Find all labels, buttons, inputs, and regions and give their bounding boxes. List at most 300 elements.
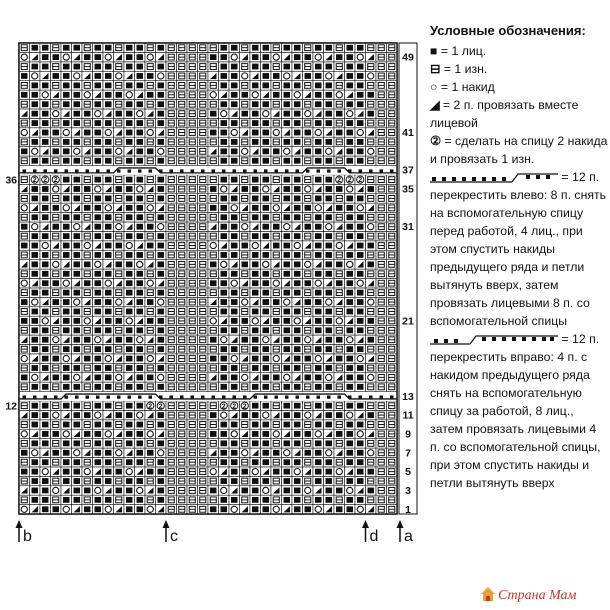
knit-stitch <box>32 478 39 484</box>
yarn-over-stitch <box>53 337 59 343</box>
grid-cell <box>72 429 83 438</box>
knit-stitch <box>336 337 343 343</box>
knit-stitch <box>252 440 259 446</box>
knit-stitch <box>126 233 133 239</box>
knit-stitch <box>32 111 39 117</box>
knit-stitch <box>105 158 112 164</box>
knit-stitch <box>137 299 144 305</box>
knit-stitch <box>284 92 291 98</box>
knit-stitch <box>63 497 70 503</box>
knit-stitch <box>357 158 364 164</box>
knit-stitch <box>284 488 291 494</box>
knit-stitch <box>32 186 39 192</box>
knit-stitch <box>137 280 144 286</box>
knit-stitch <box>63 459 70 465</box>
yarn-over-stitch <box>273 355 279 361</box>
knit-stitch <box>284 318 291 324</box>
knit-stitch <box>294 497 301 503</box>
yarn-over-stitch <box>116 374 122 380</box>
knit-stitch <box>315 243 322 249</box>
knit-stitch <box>326 459 333 465</box>
knit-stitch <box>231 196 238 202</box>
knit-stitch <box>105 243 112 249</box>
knit-stitch <box>263 440 270 446</box>
knit-stitch <box>95 450 102 456</box>
knit-stitch <box>147 450 154 456</box>
knit-stitch <box>147 73 154 79</box>
knit-stitch <box>315 82 322 88</box>
knit-stitch <box>326 422 333 428</box>
yarn-over-stitch <box>326 450 332 456</box>
knit-stitch <box>315 271 322 277</box>
knit-stitch <box>42 290 49 296</box>
knit-stitch <box>63 233 70 239</box>
yarn-over-stitch <box>336 318 342 324</box>
knit-stitch <box>284 384 291 390</box>
k2tog-icon: ◢ <box>430 98 440 112</box>
row-number-label: 11 <box>402 409 414 422</box>
knit-stitch <box>126 214 133 220</box>
knit-stitch <box>158 139 165 145</box>
knit-stitch <box>21 469 28 475</box>
knit-stitch <box>336 506 343 512</box>
yarn-over-stitch <box>32 450 38 456</box>
yarn-over-stitch <box>116 299 122 305</box>
grid-cell <box>219 467 230 476</box>
yarn-over-stitch <box>231 205 237 211</box>
knit-stitch <box>210 431 217 437</box>
knit-stitch <box>252 64 259 70</box>
knit-stitch <box>210 280 217 286</box>
knit-stitch <box>137 422 144 428</box>
knit-stitch <box>284 337 291 343</box>
grid-cell <box>292 147 303 156</box>
yarn-over-stitch <box>357 431 363 437</box>
yarn-over-stitch <box>32 374 38 380</box>
knit-stitch <box>326 82 333 88</box>
knit-stitch <box>326 186 333 192</box>
knit-stitch <box>105 271 112 277</box>
knit-stitch <box>252 280 259 286</box>
knit-stitch <box>231 92 238 98</box>
knit-stitch <box>263 478 270 484</box>
knit-stitch <box>95 280 102 286</box>
grid-cell <box>82 147 93 156</box>
knit-stitch <box>347 431 354 437</box>
knit-stitch <box>116 261 123 267</box>
yarn-over-stitch <box>116 450 122 456</box>
knit-stitch <box>347 459 354 465</box>
yarn-over-stitch <box>347 111 353 117</box>
grid-cell <box>282 429 293 438</box>
knit-stitch <box>221 233 228 239</box>
knit-stitch <box>326 440 333 446</box>
yarn-over-stitch <box>284 224 290 230</box>
knit-stitch <box>126 440 133 446</box>
knit-icon: ■ <box>430 44 438 58</box>
yarn-over-stitch <box>105 54 111 60</box>
knit-stitch <box>347 45 354 51</box>
knit-stitch <box>126 356 133 362</box>
knit-stitch <box>42 252 49 258</box>
knit-stitch <box>32 243 39 249</box>
knit-stitch <box>347 271 354 277</box>
cable-stitch-dot <box>138 396 142 399</box>
knit-stitch <box>42 356 49 362</box>
knit-stitch <box>284 412 291 418</box>
knit-stitch <box>231 101 238 107</box>
knit-stitch <box>105 327 112 333</box>
knit-stitch <box>368 318 375 324</box>
knit-stitch <box>315 120 322 126</box>
cable-stitch-dot <box>96 169 100 172</box>
cable-stitch-dot <box>33 395 37 398</box>
row-number-label: 5 <box>405 466 411 479</box>
knit-stitch <box>32 64 39 70</box>
grid-cell <box>355 335 366 344</box>
cable-stitch-dot <box>65 169 69 172</box>
yarn-over-stitch <box>305 186 311 192</box>
knit-stitch <box>315 497 322 503</box>
knit-stitch <box>95 384 102 390</box>
yarn-over-stitch <box>147 129 153 135</box>
yarn-over-stitch <box>158 73 164 79</box>
yarn-over-stitch <box>221 337 227 343</box>
knit-stitch <box>53 280 60 286</box>
knit-stitch <box>336 130 343 136</box>
cable-stitch-dot <box>201 395 205 398</box>
knit-stitch <box>357 64 364 70</box>
knit-stitch <box>263 365 270 371</box>
knit-stitch <box>74 469 81 475</box>
legend-cable-left-count: = 12 п. <box>561 170 600 184</box>
knit-stitch <box>221 506 228 512</box>
yarn-over-stitch <box>21 355 27 361</box>
row-number-label: 35 <box>402 183 414 196</box>
knit-stitch <box>263 403 270 409</box>
grid-cell <box>93 467 104 476</box>
knit-stitch <box>42 337 49 343</box>
knit-stitch <box>126 412 133 418</box>
knit-stitch <box>74 111 81 117</box>
knit-stitch <box>137 327 144 333</box>
knit-stitch <box>42 440 49 446</box>
knit-stitch <box>336 111 343 117</box>
knit-stitch <box>126 64 133 70</box>
knit-stitch <box>137 290 144 296</box>
knit-stitch <box>294 101 301 107</box>
knit-stitch <box>158 261 165 267</box>
knit-stitch <box>63 365 70 371</box>
knit-stitch <box>137 120 144 126</box>
knit-stitch <box>63 214 70 220</box>
grid-cell <box>124 297 135 306</box>
marker-arrow-head <box>362 520 369 528</box>
grid-cell <box>40 147 51 156</box>
cable-stitch-dot <box>285 169 289 172</box>
cable-stitch-dot <box>317 396 321 399</box>
knit-stitch <box>32 459 39 465</box>
knit-stitch <box>95 101 102 107</box>
knit-stitch <box>126 54 133 60</box>
cable-stitch-dot <box>285 396 289 399</box>
knit-stitch <box>221 497 228 503</box>
yarn-over-stitch <box>95 412 101 418</box>
knit-stitch <box>95 440 102 446</box>
knit-stitch <box>284 45 291 51</box>
yarn-over-stitch <box>326 224 332 230</box>
knit-stitch <box>32 384 39 390</box>
knit-stitch <box>347 224 354 230</box>
legend-cable-right-count: = 12 п. <box>561 332 600 346</box>
double-yo-glyph: 2 <box>221 403 226 411</box>
knit-stitch <box>21 318 28 324</box>
row-number-label: 1 <box>405 503 411 516</box>
knit-stitch <box>63 139 70 145</box>
knit-stitch <box>326 64 333 70</box>
yarn-over-stitch <box>368 299 374 305</box>
knit-stitch <box>63 309 70 315</box>
knit-stitch <box>95 158 102 164</box>
knit-stitch <box>336 356 343 362</box>
knit-stitch <box>221 309 228 315</box>
knit-stitch <box>53 130 60 136</box>
knit-stitch <box>263 64 270 70</box>
knit-stitch <box>84 506 91 512</box>
knit-stitch <box>63 177 70 183</box>
knit-stitch <box>32 422 39 428</box>
knit-stitch <box>252 139 259 145</box>
knit-stitch <box>252 488 259 494</box>
knit-stitch <box>147 375 154 381</box>
yarn-over-stitch <box>305 261 311 267</box>
knit-stitch <box>116 469 123 475</box>
grid-cell <box>292 297 303 306</box>
grid-cell <box>114 128 125 137</box>
yarn-over-stitch <box>126 242 132 248</box>
cable-stitch-dot <box>306 396 310 399</box>
knit-stitch <box>294 506 301 512</box>
knit-stitch <box>252 196 259 202</box>
knit-stitch <box>116 318 123 324</box>
cable-stitch-dot <box>243 169 247 172</box>
knit-stitch <box>21 375 28 381</box>
knit-stitch <box>336 412 343 418</box>
yarn-over-stitch <box>158 374 164 380</box>
knit-stitch <box>347 450 354 456</box>
knit-stitch <box>158 271 165 277</box>
knit-stitch <box>252 506 259 512</box>
knit-stitch <box>252 101 259 107</box>
grid-cell <box>208 297 219 306</box>
knit-stitch <box>63 318 70 324</box>
yarn-over-stitch <box>326 299 332 305</box>
yarn-over-stitch <box>116 224 122 230</box>
knit-stitch <box>95 148 102 154</box>
knit-stitch <box>294 64 301 70</box>
knit-stitch <box>42 506 49 512</box>
knit-stitch <box>252 337 259 343</box>
knit-stitch <box>284 111 291 117</box>
knit-stitch <box>231 440 238 446</box>
knit-stitch <box>95 403 102 409</box>
knit-stitch <box>95 196 102 202</box>
knit-stitch <box>368 412 375 418</box>
yarn-over-stitch <box>221 111 227 117</box>
knit-stitch <box>95 290 102 296</box>
knit-stitch <box>95 224 102 230</box>
knit-stitch <box>95 64 102 70</box>
knit-stitch <box>252 233 259 239</box>
knit-stitch <box>158 384 165 390</box>
yarn-over-stitch <box>158 299 164 305</box>
knit-stitch <box>32 101 39 107</box>
knit-stitch <box>294 412 301 418</box>
yarn-over-stitch <box>42 242 48 248</box>
knit-stitch <box>273 299 280 305</box>
knit-stitch <box>42 459 49 465</box>
cable-stitch-dot <box>338 396 342 399</box>
knit-stitch <box>273 450 280 456</box>
knit-stitch <box>42 111 49 117</box>
yarn-over-stitch <box>210 318 216 324</box>
knit-stitch <box>53 54 60 60</box>
knit-stitch <box>105 450 112 456</box>
knit-stitch <box>284 440 291 446</box>
knit-stitch <box>126 459 133 465</box>
knit-stitch <box>221 120 228 126</box>
knit-stitch <box>231 375 238 381</box>
cable-stitch-dot <box>191 169 195 172</box>
knit-stitch <box>137 431 144 437</box>
knit-stitch <box>221 422 228 428</box>
knit-stitch <box>231 497 238 503</box>
grid-cell <box>271 335 282 344</box>
knit-stitch <box>305 73 312 79</box>
knit-stitch <box>357 375 364 381</box>
knit-stitch <box>315 139 322 145</box>
knit-stitch <box>326 252 333 258</box>
yarn-over-stitch <box>315 355 321 361</box>
knit-stitch <box>231 214 238 220</box>
grid-cell <box>124 147 135 156</box>
knit-stitch <box>53 356 60 362</box>
knit-stitch <box>32 261 39 267</box>
knit-stitch <box>231 422 238 428</box>
yarn-over-stitch <box>63 205 69 211</box>
yarn-over-stitch <box>273 205 279 211</box>
knit-stitch <box>126 130 133 136</box>
knit-stitch <box>357 309 364 315</box>
yarn-over-stitch <box>126 92 132 98</box>
knit-stitch <box>84 337 91 343</box>
knit-stitch <box>315 45 322 51</box>
knit-stitch <box>105 469 112 475</box>
knit-stitch <box>63 450 70 456</box>
grid-cell <box>282 505 293 514</box>
watermark-house-icon <box>480 586 496 602</box>
knit-stitch <box>326 158 333 164</box>
yarn-over-stitch <box>137 111 143 117</box>
knit-stitch <box>95 205 102 211</box>
knit-stitch <box>252 431 259 437</box>
cable-stitch-dot <box>243 395 247 398</box>
knit-stitch <box>263 327 270 333</box>
knit-stitch <box>315 365 322 371</box>
knit-stitch <box>273 92 280 98</box>
row-number-label: 41 <box>402 127 414 139</box>
yarn-over-stitch <box>252 92 258 98</box>
knit-stitch <box>32 45 39 51</box>
knit-stitch <box>158 440 165 446</box>
knit-stitch <box>42 196 49 202</box>
yarn-over-stitch <box>368 224 374 230</box>
grid-cell <box>103 260 114 269</box>
cable-stitch-dot <box>264 169 268 172</box>
knit-stitch <box>252 177 259 183</box>
yarn-over-stitch <box>347 487 353 493</box>
knit-stitch <box>305 506 312 512</box>
knit-stitch <box>95 365 102 371</box>
knit-stitch <box>105 92 112 98</box>
knit-stitch <box>53 299 60 305</box>
knit-stitch <box>347 214 354 220</box>
grid-cell <box>240 128 251 137</box>
knit-stitch <box>231 158 238 164</box>
knit-stitch <box>32 365 39 371</box>
knit-stitch <box>326 327 333 333</box>
yarn-over-stitch <box>357 506 363 512</box>
knit-stitch <box>252 130 259 136</box>
knit-stitch <box>105 346 112 352</box>
knit-stitch <box>231 384 238 390</box>
knit-stitch <box>347 82 354 88</box>
knit-stitch <box>326 139 333 145</box>
knit-stitch <box>315 92 322 98</box>
knit-stitch <box>305 450 312 456</box>
knit-stitch <box>357 196 364 202</box>
legend-title: Условные обозначения: <box>430 23 586 38</box>
knit-stitch <box>231 148 238 154</box>
knit-stitch <box>231 120 238 126</box>
grid-cell <box>135 467 146 476</box>
knit-stitch <box>315 309 322 315</box>
cable-stitch-dot <box>180 395 184 398</box>
knit-stitch <box>105 422 112 428</box>
yarn-over-stitch <box>347 186 353 192</box>
yarn-over-stitch <box>221 186 227 192</box>
knit-stitch <box>105 196 112 202</box>
knit-stitch <box>63 440 70 446</box>
knit-stitch <box>158 309 165 315</box>
knit-stitch <box>252 309 259 315</box>
grid-cell <box>208 147 219 156</box>
knit-stitch <box>315 214 322 220</box>
knit-stitch <box>347 233 354 239</box>
cable-stitch-dot <box>359 395 363 398</box>
yarn-over-stitch <box>273 431 279 437</box>
double-yo-glyph: 2 <box>148 403 153 411</box>
yarn-over-stitch <box>74 224 80 230</box>
yarn-over-stitch <box>357 205 363 211</box>
knit-stitch <box>21 243 28 249</box>
yarn-over-stitch <box>105 431 111 437</box>
yarn-over-stitch <box>63 280 69 286</box>
yarn-over-stitch <box>368 148 374 154</box>
knit-stitch <box>347 375 354 381</box>
row-number-label: 7 <box>405 447 411 460</box>
knit-stitch <box>347 101 354 107</box>
